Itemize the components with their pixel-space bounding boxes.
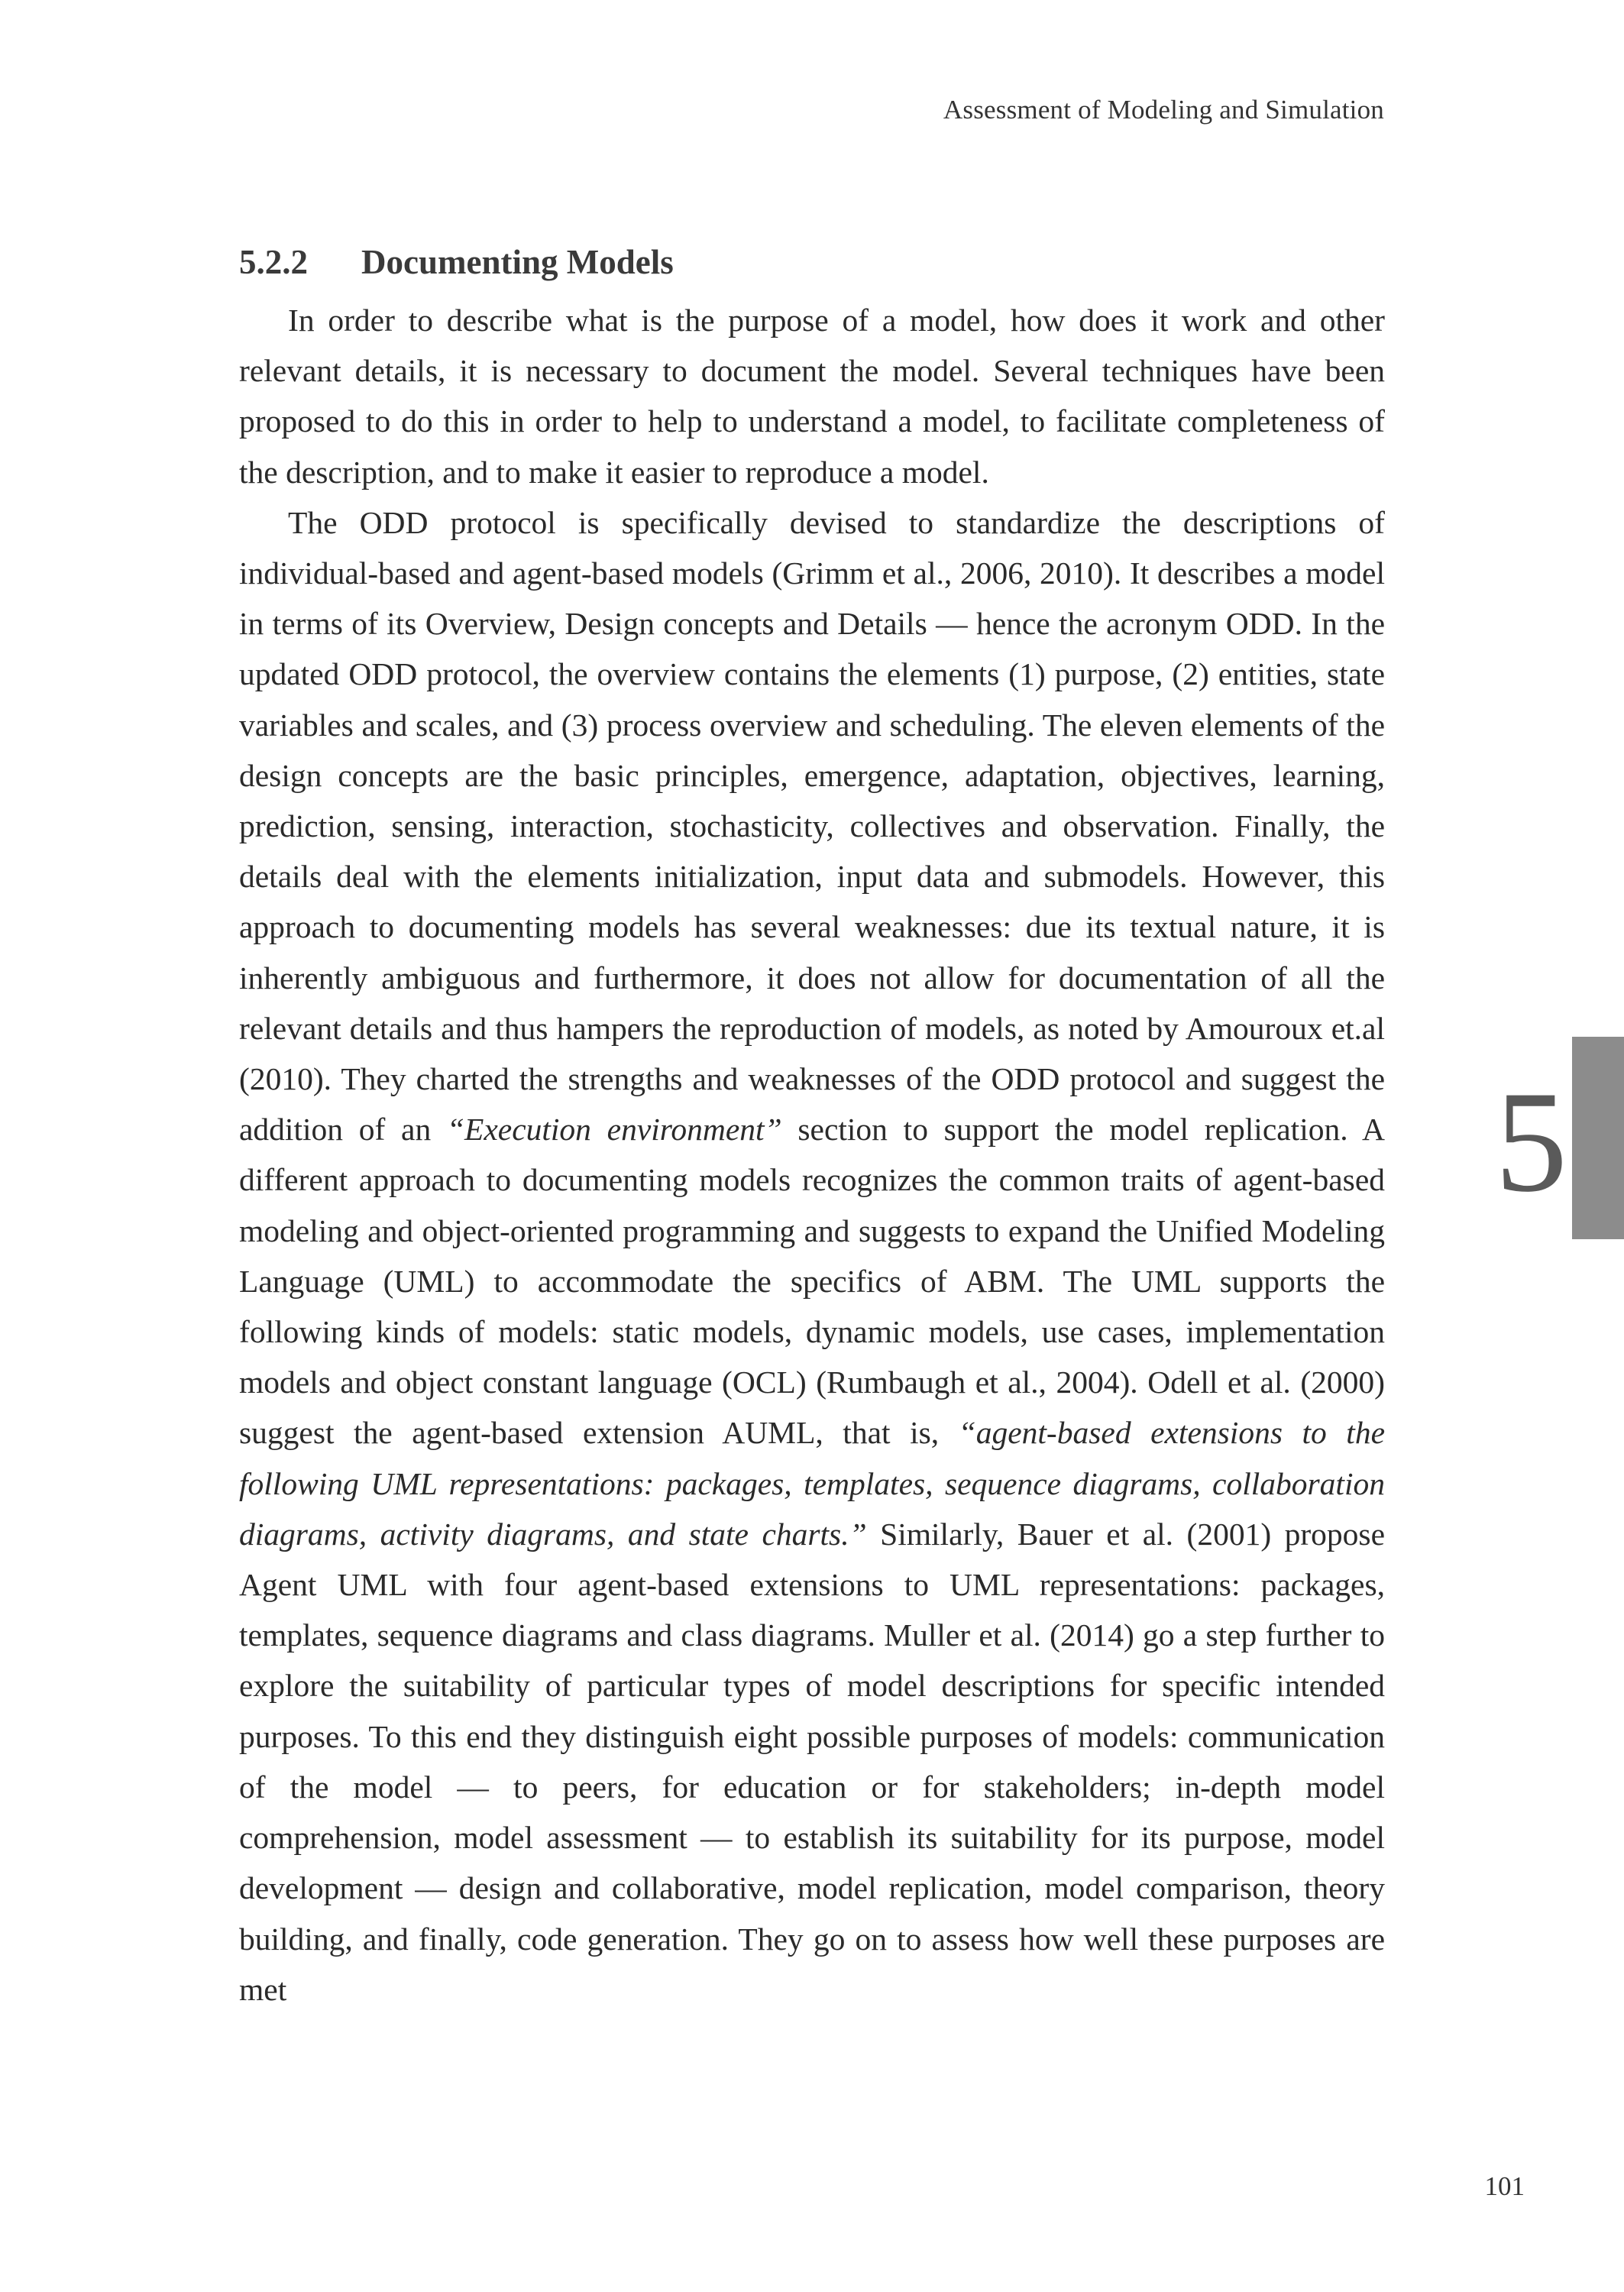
italic-quote-execution-environment: “Execution environment” bbox=[446, 1112, 782, 1148]
paragraph-intro: In order to describe what is the purpose of a model, how does it work and other relevant details, it is necessary to document the model. Several techniques have been proposed to do this in order to help to understand a model, to facilitate completeness of the description, and to make it easier to reproduce a model. bbox=[239, 303, 1385, 490]
page-body bbox=[239, 237, 1385, 2015]
section-title: Documenting Models bbox=[361, 243, 674, 281]
italic-quote-auml: “agent-based extensions to the following UML representations: packages, templates, sequence diagrams, collaboration diagrams, activity diagrams, and state charts.” bbox=[239, 1415, 1385, 1552]
paragraph-text: Similarly, Bauer et al. (2001) propose Agent UML with four agent-based extensions to UML representations: packages, templates, sequence diagrams and class diagrams. Muller et al. (2014) go a step further to explore the suitability of particular types of model descriptions for specific intended purposes. To this end they distinguish eight possible purposes of models: communication of the model — to peers, for education or for stakeholders; in-depth model comprehension, model assessment — to establish its suitability for its purpose, model development — design and collaborative, model replication, model comparison, theory building, and finally, code generation. They go on to assess how well these purposes are met bbox=[239, 1516, 1385, 2007]
section-heading bbox=[239, 237, 1385, 287]
paragraph-odd-protocol bbox=[239, 497, 1385, 2015]
chapter-thumb-tab bbox=[1572, 1037, 1624, 1239]
paragraph-text: section to support the model replication. A different approach to documenting models recognizes the common traits of agent-based modeling and object-oriented programming and suggests to expand the Unified Modeling Language (UML) to accommodate the specifics of ABM. The UML supports the following kinds of models: static models, dynamic models, use cases, implementation models and object constant language (OCL) (Rumbaugh et al., 2004). Odell et al. (2000) suggest the agent-based extension AUML, that is, bbox=[239, 1112, 1386, 1451]
page-number: 101 bbox=[1484, 2171, 1525, 2201]
paragraph-text: The ODD protocol is specifically devised to standardize the descriptions of individual-based and agent-based models (Grimm et al., 2006, 2010). It describes a model in terms of its Overview, Design concepts and Details — hence the acronym ODD. In the updated ODD protocol, the overview contains the elements (1) purpose, (2) entities, state variables and scales, and (3) process overview and scheduling. The eleven elements of the design concepts are the basic principles, emergence, adaptation, objectives, learning, prediction, sensing, interaction, stochasticity, collectives and observation. Finally, the details deal with the elements initialization, input data and submodels. However, this approach to documenting models has several weaknesses: due its textual nature, it is inherently ambiguous and furthermore, it does not allow for documentation of all the relevant details and thus hampers the reproduction of models, as noted by Amouroux et.al (2010). They charted the strengths and weaknesses of the ODD protocol and suggest the addition of an bbox=[239, 504, 1385, 1148]
running-header: Assessment of Modeling and Simulation bbox=[943, 95, 1384, 125]
chapter-number: 5 bbox=[1495, 1062, 1567, 1222]
section-number: 5.2.2 bbox=[239, 243, 308, 281]
